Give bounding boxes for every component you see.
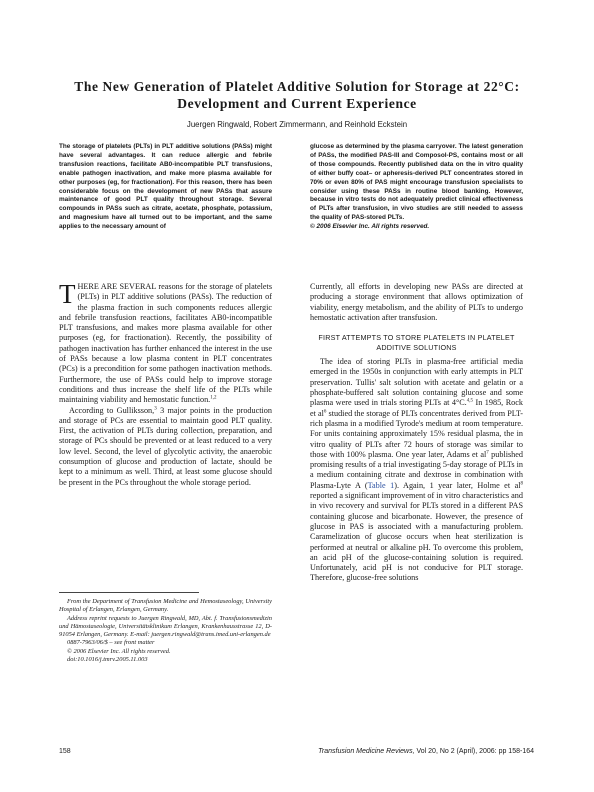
drop-cap: T — [59, 279, 76, 309]
reference-marker: 1,2 — [210, 395, 217, 401]
section-heading: FIRST ATTEMPTS TO STORE PLATELETS IN PLATELET ADDITIVE SOLUTIONS — [318, 333, 515, 353]
paragraph-text: studied the storage of PLTs concentrates derived from PLT-rich plasma in a modified Tyrode's medium at room temperature. For units containing approximately 15% residual plasma, the in vitro quality of PLTs after 72 hours of storage was similar to those with 100% plasma. One year later, Adams et al — [310, 408, 523, 459]
paragraph-text: ). Again, 1 year later, Holme et al — [394, 480, 521, 490]
abstract-text-left: The storage of platelets (PLTs) in PLT additive solutions (PASs) might have several advantages. It can reduce allergic and febrile transfusion reactions, facilitate AB0-incompatible PLT transfusions, enable pathogen inactivation, and make more plasma available for other purposes (eg, for fractionation). For this reason, there has been considerable focus on the development of new PASs that assure maintenance of good PLT quality throughout storage. Several compounds in PASs such as citrate, acetate, phosphate, potassium, and magnesium have all turned out to be important, and the same applies to the necessary amount of — [59, 143, 272, 231]
footnote-address: Address reprint requests to Juergen Ringwald, MD, Abt. f. Transfusionsmedizin und Hämostaseologie, Universitätsklinikum Erlangen, Krankenhausstrasse 12, D-91054 Erlangen, Germany. E-mail: juergen.ringwald@trans.imed.uni-erlangen.de — [59, 614, 272, 639]
journal-name: Transfusion Medicine Reviews, — [318, 748, 415, 755]
article-authors: Juergen Ringwald, Robert Zimmermann, and Reinhold Eckstein — [186, 120, 408, 129]
body-right-column — [310, 282, 523, 584]
paragraph-text: 3 major points in the production and storage of PCs are essential to maintain good PLT quality. First, the activation of PLTs during collection, preparation, and storage of PCs should be prevented or at least reduced to a very low level. Second, the level of glycolytic activity, the anaerobic consumption of glucose and production of lactate, should be kept to a minimum as well. Third, at least some glucose should be present in the PCs throughout the whole storage period. — [59, 405, 272, 487]
abstract-right-column — [310, 143, 523, 232]
footnote-copyright: © 2006 Elsevier Inc. All rights reserved. — [67, 647, 171, 655]
body-paragraph — [59, 406, 272, 488]
footnote-issn: 0887-7963/06/$ – see front matter — [67, 639, 155, 647]
abstract-text-right: glucose as determined by the plasma carryover. The latest generation of PASs, the modified PAS-III and Composol-PS, contains most or all of those compounds. Recently published data on the in vitro quality of either buffy coat– or apheresis-derived PLT concentrates stored in 70% or even 80% of PAS might encourage transfusion specialists to consider using these PASs in routine blood banking. However, because in vitro tests do not adequately predict clinical effectiveness of PLTs after transfusion, in vivo studies are still needed to assess the quality of PAS-stored PLTs. — [310, 143, 523, 222]
journal-issue: Vol 20, No 2 (April), 2006: pp 158-164 — [414, 748, 534, 755]
abstract-left-column — [59, 143, 272, 232]
reference-marker: 6 — [323, 408, 327, 414]
footnote-block — [59, 598, 272, 664]
table-link[interactable]: Table 1 — [367, 480, 395, 490]
reference-marker: 4,5 — [466, 398, 473, 404]
intro-paragraph — [59, 279, 272, 406]
paragraph-text: The idea of storing PLTs in plasma-free artificial media emerged in the 1950s in conjunction with early attempts in PLT preservation. Tullis' salt solution with acetate and gelatin or a phosphate-buffered salt solution containing glucose and some plasma were used in trials storing PLTs at 4°C. — [310, 357, 523, 408]
abstract-copyright: © 2006 Elsevier Inc. All rights reserved. — [310, 223, 430, 231]
footnote-divider — [59, 592, 199, 593]
paragraph-text: In 1985, Rock et al — [310, 398, 523, 418]
paragraph-text: published promising results of a trial investigating 5-day storage of PLTs in a medium containing citrate and dextrose in combination with Plasma-Lyte A ( — [310, 449, 523, 490]
reference-marker: 7 — [486, 450, 489, 456]
footnote-doi: doi:10.1016/j.tmrv.2005.11.003 — [67, 656, 148, 664]
intro-text: HERE ARE SEVERAL reasons for the storage of platelets (PLTs) in PLT additive solutions (PASs). The reduction of the plasma fraction in such components reduces allergic and febrile transfusion reactions, facilitates AB0-incompatible PLT transfusions, and makes more plasma available for other purposes (eg, for fractionation). Recently, the possibility of pathogen inactivation has further enhanced the interest in the use of PASs because a low plasma content in PLT concentrates (PCs) is a precondition for some pathogen inactivation methods. Furthermore, the use of PASs could help to improve storage conditions and thus increase the shelf life of the PLTs while maintaining viability and hemostatic function. — [59, 282, 272, 405]
footnote-affiliation: From the Department of Transfusion Medicine and Hemostaseology, University Hospital of Erlangen, Erlangen, Germany. — [59, 598, 272, 614]
journal-citation — [296, 748, 534, 755]
paragraph-text: According to Gulliksson, — [69, 405, 155, 415]
body-paragraph: Currently, all efforts in developing new PASs are directed at producing a storage environment that allows optimization of viability, energy metabolism, and the ability of PLTs to undergo hemostatic activation after transfusion. — [310, 282, 523, 322]
paragraph-text: reported a significant improvement of in vitro characteristics and in vivo recovery and survival for PLTs stored in a different PAS containing glucose and bicarbonate. However, the presence of glucose in PAS is associated with a manufacturing problem. Caramelization of glucose occurs when heat sterilization is performed at neutral or alkaline pH. To overcome this problem, an acid pH of the glucose-containing solution is required. Unfortunately, acid pH is not conducive for PLT storage. Therefore, glucose-free solutions — [310, 491, 523, 583]
reference-marker: 3 — [154, 405, 157, 411]
body-paragraph — [310, 357, 523, 584]
reference-marker: 8 — [520, 481, 523, 487]
page-number: 158 — [59, 748, 71, 755]
article-title: The New Generation of Platelet Additive Solution for Storage at 22°C: Development and Current Experience — [74, 79, 520, 111]
body-left-column — [59, 279, 272, 488]
